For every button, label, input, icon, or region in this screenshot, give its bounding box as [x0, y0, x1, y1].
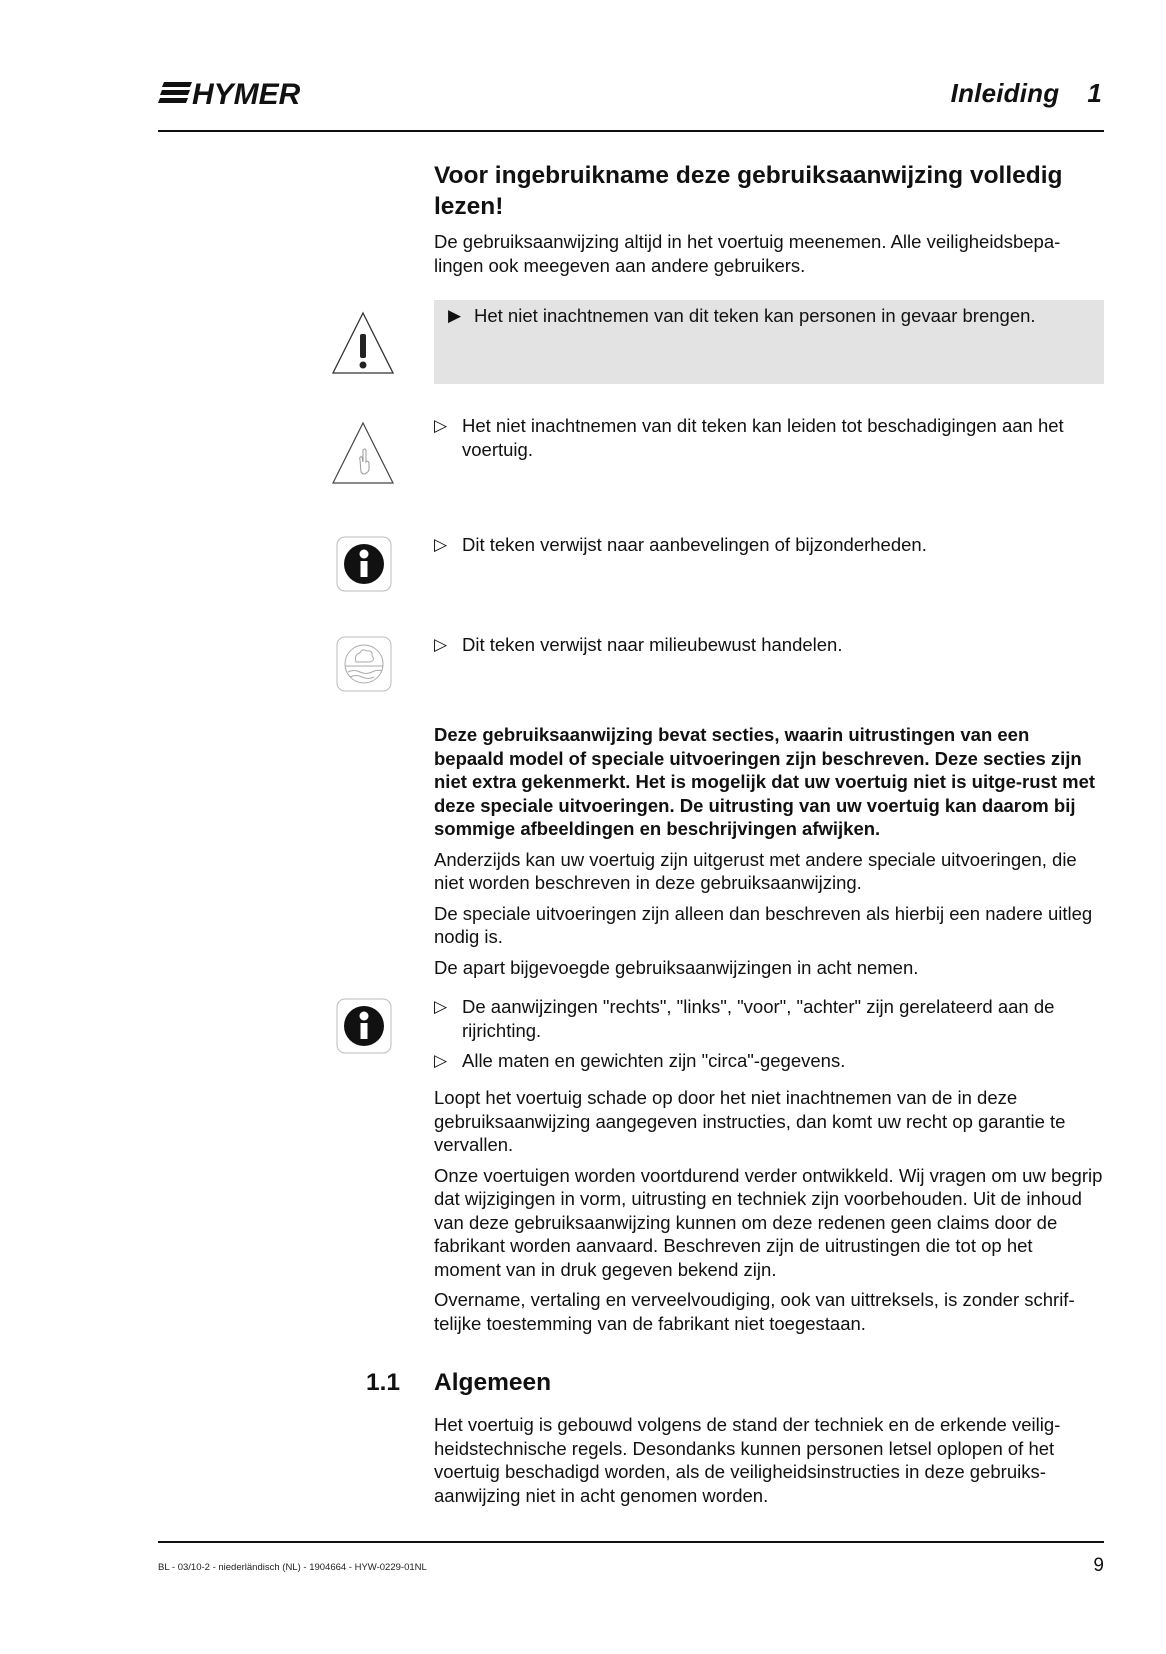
- chapter-header: [951, 78, 1102, 109]
- body-section-2: [434, 1086, 1104, 1335]
- section-paragraph: Het voertuig is gebouwd volgens de stand der techniek en de erkende veilig-heidstechnische regels. Desondanks kunnen personen letsel oplopen of het voertuig beschadigd worden, als de veiligheidsinstructies in deze gebruiks-aanwijzing niet in acht genomen worden.: [434, 1414, 1061, 1506]
- list-item: [434, 1049, 1104, 1073]
- bold-notice: Deze gebruiksaanwijzing bevat secties, waarin uitrustingen van een bepaald model of speciale uitvoeringen zijn beschreven. Deze secties zijn niet extra gekenmerkt. Het is mogelijk dat uw voertuig niet is uitge-rust met deze speciale uitvoeringen. De uitrusting van uw voertuig kan daarom bij sommige afbeeldingen en beschrijvingen afwijken.: [434, 724, 1096, 839]
- symbol-item-danger: [434, 304, 1104, 328]
- outline-triangle-bullet-icon: ▷: [434, 416, 448, 435]
- section-body: [434, 1413, 1104, 1507]
- body-paragraph: Overname, vertaling en verveelvoudiging, ook van uittreksels, is zonder schrif-telijke toestemming van de fabrikant niet toegestaan.: [434, 1289, 1075, 1334]
- hymer-logo: [158, 76, 323, 110]
- intro-paragraph: De gebruiksaanwijzing altijd in het voertuig meenemen. Alle veiligheidsbepa-lingen ook meegeven aan andere gebruikers.: [434, 231, 1061, 276]
- section-title: Algemeen: [434, 1369, 552, 1396]
- filled-triangle-bullet-icon: ▶: [448, 306, 462, 325]
- list-item: [434, 995, 1104, 1042]
- intro-section: [434, 160, 1104, 277]
- symbol-icon-wrap: [336, 636, 402, 692]
- page-title: Voor ingebruikname deze gebruiksaanwijzing volledig lezen!: [434, 162, 1063, 220]
- brand-text: HYMER: [192, 78, 301, 110]
- warning-triangle-hand-icon: [330, 420, 396, 486]
- outline-triangle-bullet-icon: ▷: [434, 635, 448, 654]
- chapter-number: 1: [1087, 78, 1102, 108]
- symbol-icon-wrap: [330, 420, 396, 486]
- symbol-icon-wrap: [336, 536, 402, 592]
- symbol-item-info: [434, 533, 1104, 557]
- footer-doc-id: BL - 03/10-2 - niederländisch (NL) - 1904664 - HYW-0229-01NL: [158, 1562, 427, 1573]
- outline-triangle-bullet-icon: ▷: [434, 1051, 448, 1070]
- symbol-icon-wrap: [330, 310, 396, 376]
- symbol-text: Het niet inachtnemen van dit teken kan personen in gevaar brengen.: [474, 305, 1036, 326]
- body-paragraph: Anderzijds kan uw voertuig zijn uitgerust met andere speciale uitvoeringen, die niet worden beschreven in deze gebruiksaanwijzing.: [434, 848, 1077, 893]
- footer-divider: [158, 1541, 1104, 1543]
- list-item-text: Alle maten en gewichten zijn "circa"-gegevens.: [462, 1050, 846, 1071]
- list-item-text: De aanwijzingen "rechts", "links", "voor", "achter" zijn gerelateerd aan de rijrichting.: [462, 996, 1055, 1041]
- header-divider: [158, 130, 1104, 132]
- symbol-text: Het niet inachtnemen van dit teken kan leiden tot beschadigingen aan het voertuig.: [462, 415, 1064, 460]
- environment-icon: [336, 636, 392, 692]
- page-number: 9: [1093, 1555, 1104, 1576]
- info-icon: [336, 536, 392, 592]
- symbol-icon-wrap: [336, 998, 402, 1054]
- outline-triangle-bullet-icon: ▷: [434, 997, 448, 1016]
- body-paragraph: Onze voertuigen worden voortdurend verder ontwikkeld. Wij vragen om uw begrip dat wijzigingen in vorm, uitrusting en techniek zijn voorbehouden. Uit de inhoud van deze gebruiksaanwijzing kunnen om deze redenen geen claims door de fabrikant worden aanvaard. Beschreven zijn de uitrustingen die tot op het moment van in druk gegeven bekend zijn.: [434, 1164, 1103, 1280]
- outline-triangle-bullet-icon: ▷: [434, 535, 448, 554]
- symbol-item-environment: [434, 633, 1104, 657]
- body-paragraph: De apart bijgevoegde gebruiksaanwijzingen in acht nemen.: [434, 956, 919, 978]
- symbol-text: Dit teken verwijst naar aanbevelingen of bijzonderheden.: [462, 534, 927, 555]
- info-icon: [336, 998, 392, 1054]
- symbol-item-caution: [434, 414, 1104, 461]
- body-section: [434, 723, 1104, 979]
- warning-triangle-exclamation-icon: [330, 310, 396, 376]
- chapter-title: Inleiding: [950, 78, 1060, 108]
- body-paragraph: Loopt het voertuig schade op door het niet inachtnemen van de in deze gebruiksaanwijzing aangegeven instructies, dan komt uw recht op garantie te vervallen.: [434, 1087, 1066, 1155]
- info-bullet-list: [434, 995, 1104, 1073]
- hymer-logo-icon: [158, 76, 323, 110]
- section-number: 1.1: [366, 1369, 401, 1396]
- body-paragraph: De speciale uitvoeringen zijn alleen dan beschreven als hierbij een nadere uitleg nodig is.: [434, 902, 1093, 947]
- symbol-text: Dit teken verwijst naar milieubewust handelen.: [462, 634, 843, 655]
